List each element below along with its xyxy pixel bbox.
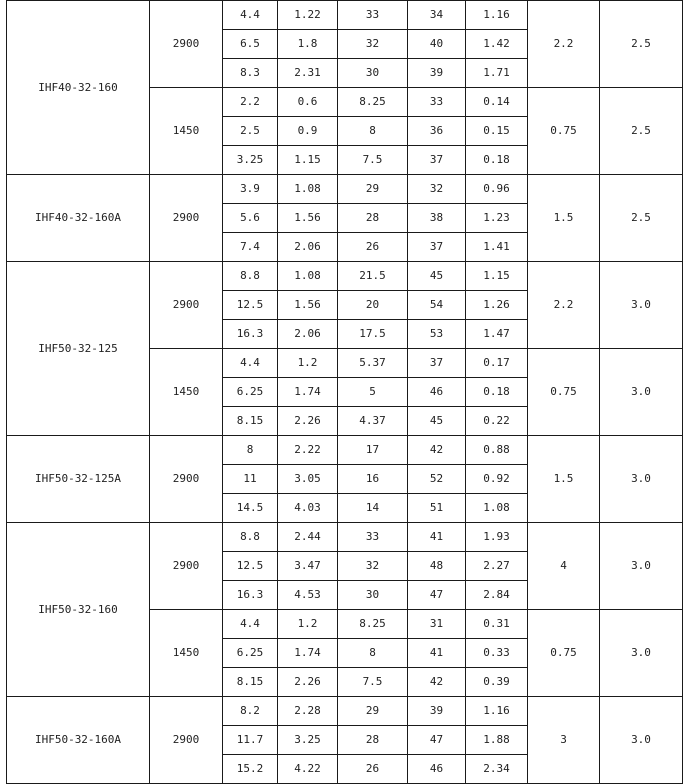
npsh-cell: 3.0 <box>600 523 683 610</box>
value-cell: 38 <box>408 204 466 233</box>
value-cell: 2.26 <box>278 407 338 436</box>
value-cell: 5.6 <box>223 204 278 233</box>
value-cell: 4.03 <box>278 494 338 523</box>
value-cell: 45 <box>408 407 466 436</box>
value-cell: 34 <box>408 1 466 30</box>
value-cell: 32 <box>408 175 466 204</box>
table-row <box>7 1 683 30</box>
npsh-cell: 3.0 <box>600 610 683 697</box>
value-cell: 0.17 <box>466 349 528 378</box>
speed-cell: 2900 <box>150 697 223 784</box>
speed-cell: 1450 <box>150 610 223 697</box>
value-cell: 45 <box>408 262 466 291</box>
value-cell: 4.53 <box>278 581 338 610</box>
value-cell: 0.15 <box>466 117 528 146</box>
value-cell: 6.25 <box>223 639 278 668</box>
speed-cell: 2900 <box>150 262 223 349</box>
value-cell: 12.5 <box>223 291 278 320</box>
model-cell: IHF50-32-160 <box>7 523 150 697</box>
model-cell: IHF50-32-125 <box>7 262 150 436</box>
power-cell: 4 <box>528 523 600 610</box>
model-cell: IHF50-32-125A <box>7 436 150 523</box>
value-cell: 8.25 <box>338 610 408 639</box>
value-cell: 2.22 <box>278 436 338 465</box>
value-cell: 2.84 <box>466 581 528 610</box>
model-cell: IHF50-32-160A <box>7 697 150 784</box>
value-cell: 1.8 <box>278 30 338 59</box>
table-row <box>7 523 683 552</box>
value-cell: 0.18 <box>466 146 528 175</box>
value-cell: 30 <box>338 581 408 610</box>
npsh-cell: 2.5 <box>600 88 683 175</box>
value-cell: 26 <box>338 755 408 784</box>
value-cell: 14.5 <box>223 494 278 523</box>
value-cell: 29 <box>338 175 408 204</box>
npsh-cell: 2.5 <box>600 175 683 262</box>
value-cell: 1.2 <box>278 349 338 378</box>
value-cell: 3.25 <box>278 726 338 755</box>
table-body <box>7 1 683 784</box>
value-cell: 1.15 <box>466 262 528 291</box>
speed-cell: 2900 <box>150 523 223 610</box>
table-row <box>7 262 683 291</box>
power-cell: 1.5 <box>528 175 600 262</box>
value-cell: 26 <box>338 233 408 262</box>
speed-cell: 1450 <box>150 349 223 436</box>
value-cell: 8.8 <box>223 523 278 552</box>
value-cell: 7.5 <box>338 146 408 175</box>
table-row <box>7 175 683 204</box>
npsh-cell: 3.0 <box>600 436 683 523</box>
value-cell: 29 <box>338 697 408 726</box>
value-cell: 1.74 <box>278 639 338 668</box>
value-cell: 1.08 <box>466 494 528 523</box>
value-cell: 4.22 <box>278 755 338 784</box>
value-cell: 1.22 <box>278 1 338 30</box>
value-cell: 47 <box>408 581 466 610</box>
value-cell: 41 <box>408 639 466 668</box>
model-cell: IHF40-32-160A <box>7 175 150 262</box>
value-cell: 0.33 <box>466 639 528 668</box>
value-cell: 16.3 <box>223 581 278 610</box>
value-cell: 54 <box>408 291 466 320</box>
value-cell: 0.96 <box>466 175 528 204</box>
value-cell: 7.4 <box>223 233 278 262</box>
value-cell: 1.56 <box>278 291 338 320</box>
value-cell: 17 <box>338 436 408 465</box>
value-cell: 3.47 <box>278 552 338 581</box>
value-cell: 8.2 <box>223 697 278 726</box>
value-cell: 1.2 <box>278 610 338 639</box>
pump-performance-table <box>6 0 683 784</box>
value-cell: 36 <box>408 117 466 146</box>
value-cell: 8.15 <box>223 668 278 697</box>
value-cell: 42 <box>408 668 466 697</box>
value-cell: 2.06 <box>278 320 338 349</box>
value-cell: 1.93 <box>466 523 528 552</box>
value-cell: 1.74 <box>278 378 338 407</box>
value-cell: 8 <box>223 436 278 465</box>
speed-cell: 1450 <box>150 88 223 175</box>
power-cell: 2.2 <box>528 1 600 88</box>
value-cell: 33 <box>408 88 466 117</box>
power-cell: 0.75 <box>528 610 600 697</box>
value-cell: 0.22 <box>466 407 528 436</box>
value-cell: 37 <box>408 233 466 262</box>
value-cell: 14 <box>338 494 408 523</box>
value-cell: 2.44 <box>278 523 338 552</box>
value-cell: 17.5 <box>338 320 408 349</box>
value-cell: 2.2 <box>223 88 278 117</box>
value-cell: 28 <box>338 204 408 233</box>
value-cell: 31 <box>408 610 466 639</box>
value-cell: 37 <box>408 349 466 378</box>
value-cell: 0.6 <box>278 88 338 117</box>
value-cell: 1.23 <box>466 204 528 233</box>
value-cell: 2.26 <box>278 668 338 697</box>
speed-cell: 2900 <box>150 436 223 523</box>
value-cell: 32 <box>338 30 408 59</box>
power-cell: 3 <box>528 697 600 784</box>
value-cell: 40 <box>408 30 466 59</box>
value-cell: 0.14 <box>466 88 528 117</box>
speed-cell: 2900 <box>150 175 223 262</box>
value-cell: 3.25 <box>223 146 278 175</box>
value-cell: 46 <box>408 378 466 407</box>
npsh-cell: 3.0 <box>600 697 683 784</box>
value-cell: 12.5 <box>223 552 278 581</box>
value-cell: 37 <box>408 146 466 175</box>
table-row <box>7 436 683 465</box>
value-cell: 16 <box>338 465 408 494</box>
power-cell: 1.5 <box>528 436 600 523</box>
value-cell: 8.25 <box>338 88 408 117</box>
value-cell: 41 <box>408 523 466 552</box>
value-cell: 21.5 <box>338 262 408 291</box>
value-cell: 8 <box>338 117 408 146</box>
value-cell: 6.5 <box>223 30 278 59</box>
value-cell: 46 <box>408 755 466 784</box>
value-cell: 2.5 <box>223 117 278 146</box>
value-cell: 1.16 <box>466 697 528 726</box>
value-cell: 1.15 <box>278 146 338 175</box>
value-cell: 53 <box>408 320 466 349</box>
value-cell: 1.88 <box>466 726 528 755</box>
value-cell: 4.4 <box>223 1 278 30</box>
model-cell: IHF40-32-160 <box>7 1 150 175</box>
value-cell: 8 <box>338 639 408 668</box>
value-cell: 0.18 <box>466 378 528 407</box>
power-cell: 2.2 <box>528 262 600 349</box>
value-cell: 1.56 <box>278 204 338 233</box>
table-row <box>7 697 683 726</box>
value-cell: 2.31 <box>278 59 338 88</box>
value-cell: 8.8 <box>223 262 278 291</box>
value-cell: 2.34 <box>466 755 528 784</box>
value-cell: 6.25 <box>223 378 278 407</box>
value-cell: 1.08 <box>278 175 338 204</box>
value-cell: 1.41 <box>466 233 528 262</box>
value-cell: 39 <box>408 59 466 88</box>
value-cell: 4.4 <box>223 349 278 378</box>
value-cell: 11.7 <box>223 726 278 755</box>
npsh-cell: 3.0 <box>600 349 683 436</box>
value-cell: 47 <box>408 726 466 755</box>
npsh-cell: 2.5 <box>600 1 683 88</box>
value-cell: 4.4 <box>223 610 278 639</box>
value-cell: 0.92 <box>466 465 528 494</box>
value-cell: 52 <box>408 465 466 494</box>
value-cell: 8.15 <box>223 407 278 436</box>
value-cell: 33 <box>338 523 408 552</box>
value-cell: 1.71 <box>466 59 528 88</box>
value-cell: 3.05 <box>278 465 338 494</box>
value-cell: 3.9 <box>223 175 278 204</box>
value-cell: 42 <box>408 436 466 465</box>
value-cell: 0.9 <box>278 117 338 146</box>
value-cell: 28 <box>338 726 408 755</box>
value-cell: 33 <box>338 1 408 30</box>
value-cell: 1.26 <box>466 291 528 320</box>
value-cell: 1.08 <box>278 262 338 291</box>
value-cell: 1.42 <box>466 30 528 59</box>
value-cell: 51 <box>408 494 466 523</box>
value-cell: 15.2 <box>223 755 278 784</box>
value-cell: 0.31 <box>466 610 528 639</box>
npsh-cell: 3.0 <box>600 262 683 349</box>
value-cell: 30 <box>338 59 408 88</box>
value-cell: 5 <box>338 378 408 407</box>
value-cell: 2.28 <box>278 697 338 726</box>
value-cell: 5.37 <box>338 349 408 378</box>
value-cell: 4.37 <box>338 407 408 436</box>
value-cell: 2.27 <box>466 552 528 581</box>
power-cell: 0.75 <box>528 349 600 436</box>
value-cell: 0.39 <box>466 668 528 697</box>
value-cell: 48 <box>408 552 466 581</box>
value-cell: 1.16 <box>466 1 528 30</box>
value-cell: 39 <box>408 697 466 726</box>
value-cell: 2.06 <box>278 233 338 262</box>
value-cell: 1.47 <box>466 320 528 349</box>
value-cell: 16.3 <box>223 320 278 349</box>
value-cell: 7.5 <box>338 668 408 697</box>
value-cell: 11 <box>223 465 278 494</box>
value-cell: 20 <box>338 291 408 320</box>
value-cell: 0.88 <box>466 436 528 465</box>
power-cell: 0.75 <box>528 88 600 175</box>
value-cell: 8.3 <box>223 59 278 88</box>
value-cell: 32 <box>338 552 408 581</box>
speed-cell: 2900 <box>150 1 223 88</box>
